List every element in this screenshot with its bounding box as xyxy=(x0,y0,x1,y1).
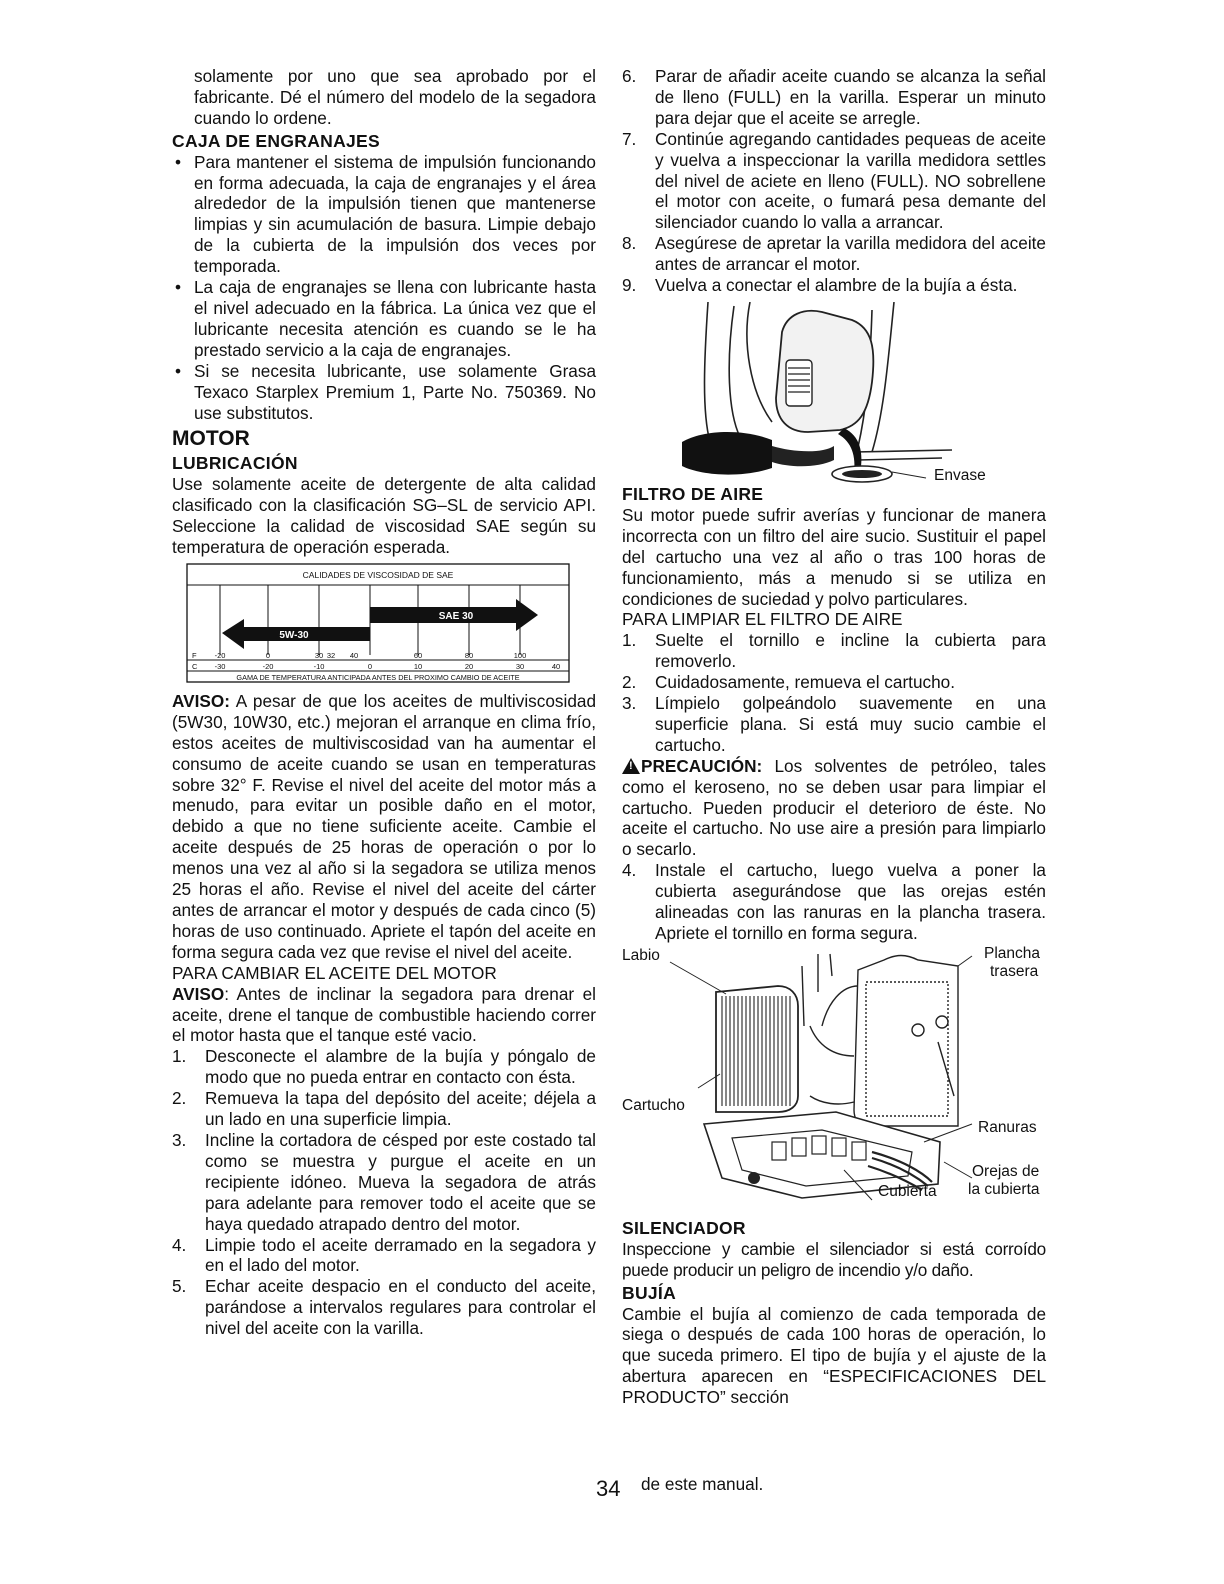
f-tick-label: 40 xyxy=(349,650,359,660)
precaution-text: Los solventes de petróleo, tales como el keroseno, no se deben usar para limpiar el cartucho. Pueden producir el deterioro de éste. No aceite el cartucho. No use aire a presión para limpiarlo o secarlo. xyxy=(622,755,1046,860)
motor-heading: MOTOR xyxy=(172,427,250,451)
back-plate xyxy=(854,955,958,1126)
step-number: 3. xyxy=(172,1129,187,1150)
step-text: Cuidadosamente, remueva el cartucho. xyxy=(655,672,955,693)
f-tick-label: 32 xyxy=(326,650,336,660)
step-number: 2. xyxy=(622,672,637,693)
oil-cap xyxy=(786,360,812,406)
right-column xyxy=(622,66,1046,1408)
f-tick-label: 0 xyxy=(265,650,271,660)
step-text: Echar aceite despacio en el conducto del aceite, parándose a intervalos regulares para controlar el nivel del aceite con la varilla. xyxy=(205,1276,596,1339)
step-text: Suelte el tornillo e incline la cubierta para removerlo. xyxy=(655,630,1046,672)
air-filter-text: Su motor puede sufrir averías y funcionar de manera incorrecta con un filtro del aire sucio. Sustituir el papel del cartucho una vez al año o tras 100 horas de funcionamiento, más a menudo si se utiliza en condiciones de suciedad y polvo particulares. xyxy=(622,504,1046,609)
f-tick-label: 80 xyxy=(464,650,474,660)
envase-label: Envase xyxy=(934,466,986,484)
gear-heading: CAJA DE ENGRANAJES xyxy=(172,130,380,151)
step-number: 7. xyxy=(622,128,637,149)
list-item xyxy=(622,860,1046,944)
aviso2-label: AVISO xyxy=(172,983,225,1004)
precaution-label: PRECAUCIÓN: xyxy=(641,755,763,776)
page-number: 34 xyxy=(596,1476,621,1501)
clean-filter-heading: PARA LIMPIAR EL FILTRO DE AIRE xyxy=(622,609,903,630)
gear-bullet: • Si se necesita lubricante, use solamente Grasa Texaco Starplex Premium 1, Parte No. 750369. No use substitutos. xyxy=(172,361,596,424)
step-number: 4. xyxy=(622,860,637,881)
viscosity-chart xyxy=(186,563,586,685)
viscosity-chart-svg xyxy=(186,563,586,685)
aviso2-text: : Antes de inclinar la segadora para drenar el aceite, drene el tanque de combustible haciendo correr el motor hasta que el tanque esté vacio. xyxy=(172,983,596,1046)
lubrication-text: Use solamente aceite de detergente de alta calidad clasificado con la clasificación SG–SL de servicio API. Seleccione la calidad de viscosidad SAE según su temperatura de operación esperada. xyxy=(172,474,596,558)
c-axis-label: C xyxy=(192,661,198,671)
muffler-heading: SILENCIADOR xyxy=(622,1217,746,1238)
list-item xyxy=(622,66,1046,129)
spark-plug-text: Cambie el bujía al comienzo de cada temporada de siega o después de cada 100 horas de operación, lo que suceda primero. El tipo de bujía y el ajuste de la abertura aparecen en “ESPECIFICACIONES DEL PRODUCTO” sección xyxy=(622,1303,1046,1408)
step-text: Continúe agregando cantidades pequeas de aceite y vuelva a inspeccionar la varilla medidora settles del nivel de aciete en lleno (FULL). NO sobrellene el motor con aceite, o fumará pesa demante del silenciador cuando lo valla a arrancar. xyxy=(655,128,1046,233)
list-item xyxy=(622,693,1046,756)
list-item xyxy=(172,1088,596,1130)
c-tick-label: 0 xyxy=(367,661,373,671)
spark-plug-heading: BUJÍA xyxy=(622,1282,677,1303)
air-filter-diagram xyxy=(622,946,1046,1216)
oil-drain-illustration xyxy=(622,302,1046,484)
step-text: Remueva la tapa del depósito del aceite; déjela a un lado en una superficie limpia. xyxy=(205,1088,596,1130)
f-tick-label: 30 xyxy=(314,650,324,660)
step-number: 2. xyxy=(172,1088,187,1109)
list-item xyxy=(172,1046,596,1088)
c-tick-label: -30 xyxy=(214,661,226,671)
list-item xyxy=(622,233,1046,275)
gear-bullet: • Para mantener el sistema de impulsión funcionando en forma adecuada, la caja de engranajes y el área alrededor de la impulsión tienen que mantenerse limpias y sin acumulación de basura. Limpie debajo de la cubierta de la impulsión dos veces por temporada. xyxy=(172,152,596,277)
step-number: 8. xyxy=(622,233,637,254)
plancha-label: Plancha xyxy=(984,944,1041,962)
orejas-label-1: Orejas de xyxy=(972,1162,1040,1180)
left-column xyxy=(172,66,596,1339)
chart-title: CALIDADES DE VISCOSIDAD DE SAE xyxy=(302,569,454,580)
list-item xyxy=(172,1276,596,1339)
f-tick-label: -20 xyxy=(214,650,226,660)
deck-right xyxy=(772,446,834,466)
orejas-label-2: la cubierta xyxy=(968,1180,1040,1198)
c-tick-label: 20 xyxy=(464,661,474,671)
muffler-text: Inspeccione y cambie el silenciador si está corroído puede producir un peligro de incendio y/o daño. xyxy=(622,1238,1046,1280)
aviso-paragraph xyxy=(172,691,596,963)
step-text: Vuelva a conectar el alambre de la bujía a ésta. xyxy=(655,275,1018,296)
list-item xyxy=(622,672,1046,693)
step-number: 6. xyxy=(622,66,637,86)
c-tick-label: -10 xyxy=(313,661,325,671)
step-text: Parar de añadir aceite cuando se alcanza la señal de lleno (FULL) en la varilla. Esperar un minuto para dejar que el aceite se arregle. xyxy=(655,66,1046,128)
step-text: Límpielo golpeándolo suavemente en una superficie plana. Si está muy sucio cambie el cartucho. xyxy=(655,693,1046,755)
lubrication-heading: LUBRICACIÓN xyxy=(172,453,298,474)
list-item xyxy=(172,1130,596,1235)
labio-label: Labio xyxy=(622,946,660,964)
f-axis-label: F xyxy=(192,650,197,660)
aviso2-paragraph xyxy=(172,984,596,1047)
warning-icon xyxy=(622,758,640,774)
step-text: Incline la cortadora de césped por este costado tal como se muestra y purgue el aceite en un recipiente idóneo. Mueva la segadora de atrás para adelante para remover todo el aceite que se haya quedado atrapado dentro del motor. xyxy=(205,1129,596,1234)
air-filter-heading: FILTRO DE AIRE xyxy=(622,483,764,504)
gear-bullets xyxy=(172,152,596,424)
c-tick-label: 10 xyxy=(413,661,423,671)
oil-steps-continued xyxy=(622,66,1046,296)
change-oil-steps xyxy=(172,1046,596,1339)
f-tick-label: 100 xyxy=(513,650,527,660)
step-number: 5. xyxy=(172,1276,187,1297)
list-item xyxy=(622,275,1046,296)
oil-drain-svg xyxy=(622,302,1046,484)
step-number: 3. xyxy=(622,693,637,714)
chart-footer: GAMA DE TEMPERATURA ANTICIPADA ANTES DEL PROXIMO CAMBIO DE ACEITE xyxy=(236,672,520,682)
intro-text: solamente por uno que sea aprobado por el fabricante. Dé el número del modelo de la segadora cuando lo ordene. xyxy=(194,66,596,128)
precaution-paragraph xyxy=(622,756,1046,861)
step-number: 9. xyxy=(622,275,637,296)
ranuras-label: Ranuras xyxy=(978,1118,1037,1136)
step-text: Instale el cartucho, luego vuelva a poner la cubierta asegurándose que las orejas estén alineadas con las ranuras en la plancha trasera. Apriete el tornillo en forma segura. xyxy=(655,860,1046,943)
aviso-text: A pesar de que los aceites de multiviscosidad (5W30, 10W30, etc.) mejoran el arranque en clima frío, estos aceites de multiviscosidad van ha aumentar el consumo de aceite cuando se usan en temperaturas sobre 32° F. Revise el nivel del aceite del motor más a menudo, para evitar un posible daño en el motor, debido a que no tiene suficiente aceite. Cambie el aceite después de 25 horas de operación o por lo menos una vez al año si la segadora se utiliza menos 25 horas el año. Revise el nivel del aceite del cárter antes de arrancar el motor y después de cada cinco (5) horas de uso continuado. Apriete el tapón del aceite en forma segura cada vez que revise el nivel del aceite. xyxy=(172,690,596,962)
5w30-label: 5W-30 xyxy=(279,629,309,641)
c-tick-label: 30 xyxy=(515,661,525,671)
clean-steps xyxy=(622,630,1046,755)
gear-bullet: • La caja de engranajes se llena con lubricante hasta el nivel adecuado en la fábrica. La única vez que el lubricante necesita atención es cuando se le ha prestado servicio a la caja de engranajes. xyxy=(172,277,596,361)
deck-left xyxy=(682,432,772,475)
list-item xyxy=(622,630,1046,672)
clean-step-4 xyxy=(622,860,1046,944)
cubierta-label: Cubierta xyxy=(878,1182,937,1200)
spark-plug-text-end: de este manual. xyxy=(641,1474,764,1494)
list-item xyxy=(172,1235,596,1277)
step-text: Limpie todo el aceite derramado en la segadora y en el lado del motor. xyxy=(205,1234,596,1276)
c-tick-label: 40 xyxy=(551,661,561,671)
step-number: 4. xyxy=(172,1234,187,1255)
aviso-label: AVISO: xyxy=(172,690,230,711)
change-oil-heading: PARA CAMBIAR EL ACEITE DEL MOTOR xyxy=(172,962,497,983)
step-number: 1. xyxy=(622,630,637,651)
f-tick-label: 60 xyxy=(413,650,423,660)
step-text: Desconecte el alambre de la bujía y póngalo de modo que no pueda entrar en contacto con ésta. xyxy=(205,1046,596,1088)
c-tick-label: -20 xyxy=(262,661,274,671)
sae30-label: SAE 30 xyxy=(438,610,474,622)
list-item xyxy=(622,129,1046,234)
step-text: Asegúrese de apretar la varilla medidora del aceite antes de arrancar el motor. xyxy=(655,233,1046,275)
step-number: 1. xyxy=(172,1046,187,1067)
cartucho-label: Cartucho xyxy=(622,1096,685,1114)
trasera-label: trasera xyxy=(990,962,1039,980)
